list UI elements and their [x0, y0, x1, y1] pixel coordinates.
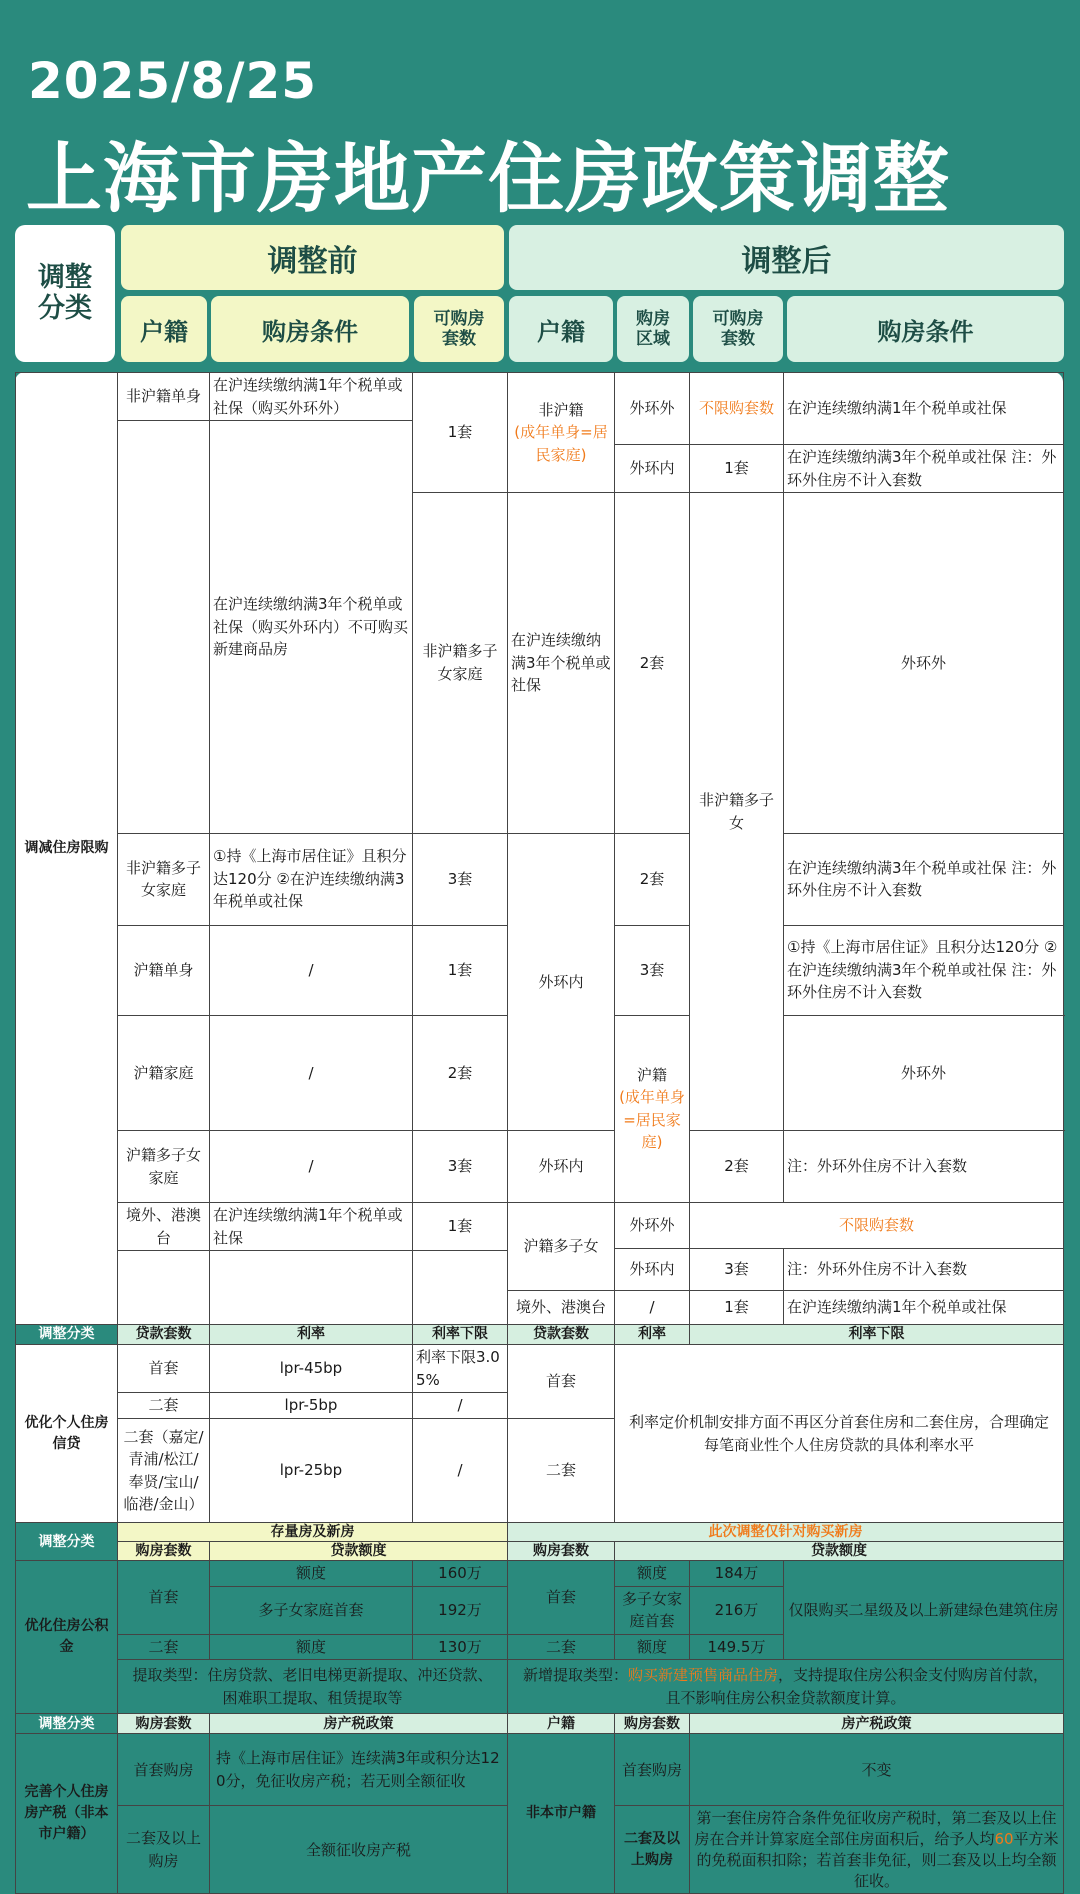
- section-header-row: [16, 1542, 1064, 1561]
- col-before-conditions: 购房条件: [211, 296, 409, 362]
- cell: 非沪籍多子女家庭: [413, 493, 508, 834]
- cell: 首套: [508, 1561, 615, 1635]
- cell: 利率下限: [413, 1325, 508, 1345]
- col-before-count: 可购房套数: [414, 296, 504, 362]
- cell: 2套: [615, 833, 690, 925]
- table-row: [16, 833, 1064, 925]
- cell: 192万: [413, 1586, 508, 1634]
- cell: 非本市户籍: [508, 1734, 615, 1894]
- col-after-area: 购房区域: [617, 296, 689, 362]
- cell: 首套购房: [118, 1734, 210, 1806]
- cell: 149.5万: [690, 1634, 784, 1660]
- cell: 在沪连续缴纳满1年个税单或社保: [210, 1203, 413, 1251]
- cell: 贷款额度: [615, 1542, 1064, 1561]
- category-header-label: 调整分类: [38, 262, 92, 324]
- cell: ①持《上海市居住证》且积分达120分 ②在沪连续缴纳满3年个税单或社保 注：外环外住房不计入套数: [784, 925, 1064, 1015]
- cell: 调整分类: [16, 1714, 118, 1734]
- table-row: [16, 1131, 1064, 1203]
- cell: /: [210, 1015, 413, 1131]
- cell: /: [615, 1291, 690, 1325]
- cell: 1套: [690, 445, 784, 493]
- cell: 提取类型：住房贷款、老旧电梯更新提取、冲还贷款、困难职工提取、租赁提取等: [118, 1660, 508, 1714]
- cell: 购房套数: [508, 1542, 615, 1561]
- cell: 首套购房: [615, 1734, 690, 1806]
- section-category: 优化个人住房信贷: [16, 1345, 118, 1523]
- table-row: [16, 373, 1064, 397]
- cell: 外环外: [784, 493, 1064, 834]
- cell: 多子女家庭首套: [615, 1586, 690, 1634]
- col-after-huji: 户籍: [509, 296, 613, 362]
- policy-table-container: [15, 372, 1063, 1890]
- cell-text: 非沪籍: [538, 400, 584, 419]
- cell: 沪籍多子女家庭: [118, 1131, 210, 1203]
- cell: 二套: [508, 1419, 615, 1523]
- cell: 二套: [118, 1393, 210, 1419]
- cell: 外环外: [784, 1015, 1064, 1131]
- category-header: [15, 225, 115, 362]
- section-category: 调减住房限购: [16, 373, 118, 1325]
- table-row: [16, 1561, 1064, 1587]
- table-row: [16, 1660, 1064, 1714]
- cell: lpr-5bp: [210, 1393, 413, 1419]
- cell: 额度: [210, 1561, 413, 1587]
- cell: 二套: [508, 1634, 615, 1660]
- cell: 全额征收房产税: [210, 1806, 508, 1894]
- cell: /: [210, 925, 413, 1015]
- cell: 此次调整仅针对购买新房: [508, 1523, 1064, 1542]
- cell-note: (成年单身=居民家庭): [514, 423, 608, 464]
- cell: 外环内: [508, 833, 615, 1131]
- cell: [210, 1251, 413, 1325]
- cell: 多子女家庭首套: [210, 1586, 413, 1634]
- before-header: 调整前: [121, 225, 504, 290]
- cell: 境外、港澳台: [118, 1203, 210, 1251]
- cell: 额度: [615, 1634, 690, 1660]
- cell-highlight: 购买新建预售商品住房: [627, 1666, 778, 1685]
- cell: 3套: [615, 925, 690, 1015]
- cell: 利率下限3.05%: [413, 1345, 508, 1393]
- cell: 购房套数: [615, 1714, 690, 1734]
- cell: 境外、港澳台: [508, 1291, 615, 1325]
- cell: /: [413, 1393, 508, 1419]
- section-header-row: [16, 1325, 1064, 1345]
- after-header: 调整后: [509, 225, 1064, 290]
- cell: 调整分类: [16, 1325, 118, 1345]
- cell: 216万: [690, 1586, 784, 1634]
- cell: 贷款套数: [118, 1325, 210, 1345]
- cell: 二套: [118, 1634, 210, 1660]
- cell: 1套: [690, 1291, 784, 1325]
- cell: [690, 1806, 1064, 1894]
- cell: 贷款额度: [210, 1542, 508, 1561]
- table-row: [16, 1345, 1064, 1393]
- cell: lpr-25bp: [210, 1419, 413, 1523]
- cell: 不变: [690, 1734, 1064, 1806]
- cell: 在沪连续缴纳满3年个税单或社保 注：外环外住房不计入套数: [784, 445, 1064, 493]
- policy-table: [15, 372, 1064, 1894]
- cell: 额度: [210, 1634, 413, 1660]
- cell: 二套及以上购房: [615, 1806, 690, 1894]
- cell: 首套: [118, 1561, 210, 1635]
- cell: 2套: [413, 1015, 508, 1131]
- section-category: 完善个人住房房产税（非本市户籍）: [16, 1734, 118, 1894]
- cell: 利率: [210, 1325, 413, 1345]
- cell: 沪籍单身: [118, 925, 210, 1015]
- cell: 注：外环外住房不计入套数: [784, 1131, 1064, 1203]
- cell: 160万: [413, 1561, 508, 1587]
- table-row: [16, 1734, 1064, 1806]
- cell: 外环内: [615, 1249, 690, 1291]
- cell-note: (成年单身=居民家庭): [619, 1088, 685, 1152]
- section-header-row: [16, 1714, 1064, 1734]
- cell: 购房套数: [118, 1714, 210, 1734]
- cell: 184万: [690, 1561, 784, 1587]
- cell-text: 沪籍: [636, 1065, 667, 1084]
- cell: 外环外: [615, 1203, 690, 1249]
- cell: [413, 1251, 508, 1325]
- cell: 3套: [690, 1249, 784, 1291]
- cell: 在沪连续缴纳满1年个税单或社保（购买外环外）: [210, 373, 413, 421]
- cell-text: 新增提取类型：: [522, 1666, 628, 1685]
- cell: [615, 1015, 690, 1203]
- cell: 首套: [508, 1345, 615, 1419]
- cell: 3套: [413, 833, 508, 925]
- page-title: 上海市房地产住房政策调整: [26, 134, 950, 223]
- cell: 3套: [413, 1131, 508, 1203]
- cell: 房产税政策: [690, 1714, 1064, 1734]
- cell: 利率: [615, 1325, 690, 1345]
- cell: [508, 1660, 1064, 1714]
- cell: [118, 421, 210, 834]
- cell: 沪籍多子女: [508, 1203, 615, 1291]
- cell: 户籍: [508, 1714, 615, 1734]
- cell: 沪籍家庭: [118, 1015, 210, 1131]
- cell: 非沪籍多子女家庭: [118, 833, 210, 925]
- cell: 外环内: [615, 445, 690, 493]
- cell: 注：外环外住房不计入套数: [784, 1249, 1064, 1291]
- table-row: [16, 1203, 1064, 1249]
- cell: 在沪连续缴纳满1年个税单或社保: [784, 373, 1064, 445]
- col-after-count: 可购房套数: [693, 296, 783, 362]
- cell-text: ，支持提取住房公积金支付购房首付款，且不影响住房公积金贷款额度计算。: [665, 1666, 1049, 1707]
- cell: [118, 1251, 210, 1325]
- cell: 2套: [615, 493, 690, 834]
- cell: /: [210, 1131, 413, 1203]
- cell: 存量房及新房: [118, 1523, 508, 1542]
- cell-text: 平方米的免税面积扣除；若首套非免征，则二套及以上均全额征收。: [696, 1829, 1059, 1890]
- cell: [508, 373, 615, 493]
- cell: 二套及以上购房: [118, 1806, 210, 1894]
- page-date: 2025/8/25: [28, 52, 318, 110]
- cell: 持《上海市居住证》连续满3年或积分达120分，免征收房产税；若无则全额征收: [210, 1734, 508, 1806]
- cell: 在沪连续缴纳满1年个税单或社保: [784, 1291, 1064, 1325]
- cell: 1套: [413, 373, 508, 493]
- cell: 购房套数: [118, 1542, 210, 1561]
- section-category: 优化住房公积金: [16, 1561, 118, 1714]
- col-before-huji: 户籍: [121, 296, 207, 362]
- cell: 在沪连续缴纳满3年个税单或社保: [508, 493, 615, 834]
- cell: 非沪籍单身: [118, 373, 210, 421]
- section-header-row: [16, 1523, 1064, 1542]
- cell: lpr-45bp: [210, 1345, 413, 1393]
- cell-text: 第一套住房符合条件免征收房产税时，第二套及以上住房在合并计算家庭全部住房面积后，给予人均: [694, 1808, 1057, 1848]
- cell-highlight: 60: [994, 1829, 1014, 1848]
- cell: 1套: [413, 1203, 508, 1251]
- cell: 在沪连续缴纳满3年个税单或社保（购买外环内）不可购买新建商品房: [210, 421, 413, 834]
- cell: 2套: [690, 1131, 784, 1203]
- cell: 首套: [118, 1345, 210, 1393]
- cell: /: [413, 1419, 508, 1523]
- cell: 1套: [413, 925, 508, 1015]
- cell: 利率下限: [690, 1325, 1064, 1345]
- cell: 二套（嘉定/青浦/松江/奉贤/宝山/临港/金山）: [118, 1419, 210, 1523]
- cell: 房产税政策: [210, 1714, 508, 1734]
- cell: 调整分类: [16, 1523, 118, 1561]
- cell: 利率定价机制安排方面不再区分首套住房和二套住房，合理确定每笔商业性个人住房贷款的具体利率水平: [615, 1345, 1064, 1523]
- cell: 130万: [413, 1634, 508, 1660]
- cell: 在沪连续缴纳满3年个税单或社保 注：外环外住房不计入套数: [784, 833, 1064, 925]
- cell: 外环内: [508, 1131, 615, 1203]
- cell: 仅限购买二星级及以上新建绿色建筑住房: [784, 1561, 1064, 1660]
- cell: ①持《上海市居住证》且积分达120分 ②在沪连续缴纳满3年税单或社保: [210, 833, 413, 925]
- cell: 不限购套数: [690, 373, 784, 445]
- cell: 外环外: [615, 373, 690, 445]
- cell: 贷款套数: [508, 1325, 615, 1345]
- cell: 额度: [615, 1561, 690, 1587]
- cell: 不限购套数: [690, 1203, 1064, 1249]
- col-after-conditions: 购房条件: [787, 296, 1064, 362]
- cell: 非沪籍多子女: [690, 493, 784, 1131]
